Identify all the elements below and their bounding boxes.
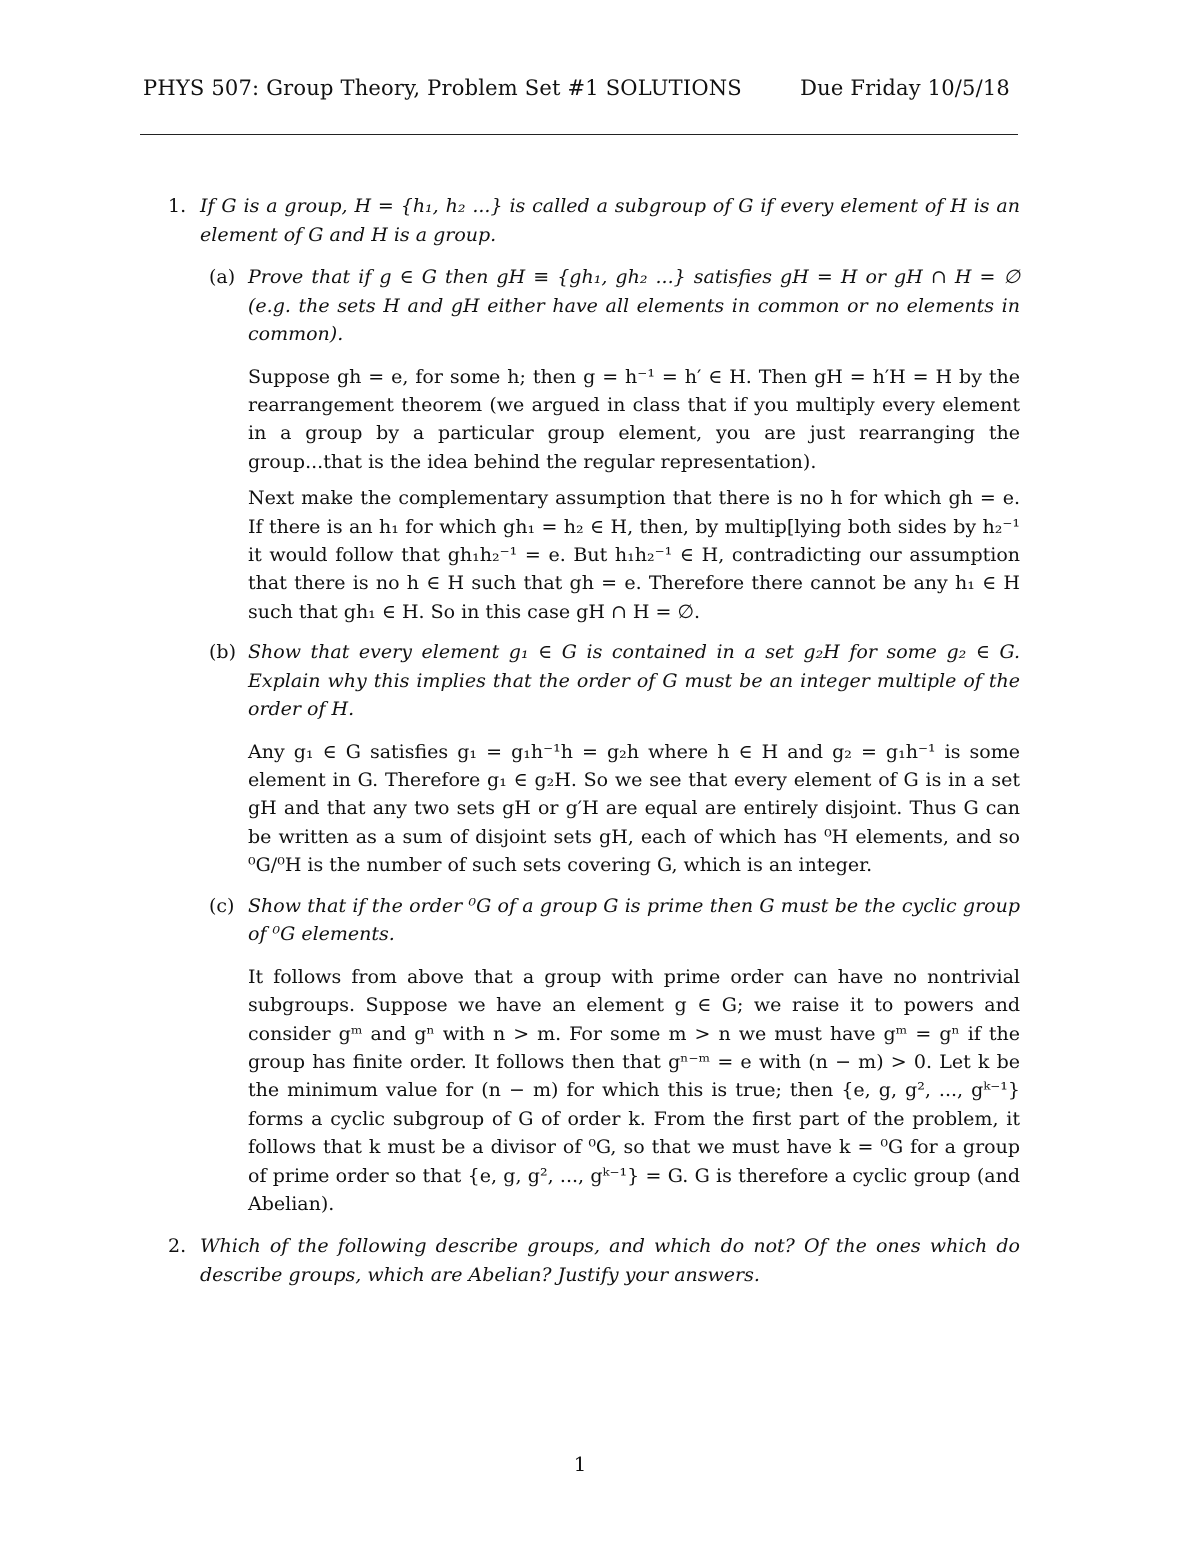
problem-1-part-b — [200, 638, 1020, 880]
part-label: (b) — [209, 641, 236, 664]
header-rule — [140, 134, 1018, 135]
solution-paragraph: Next make the complementary assumption that there is no h for which gh = e. If there is an h₁ for which gh₁ = h₂ ∈ H, then, by multip[lying both sides by h₂⁻¹ it would follow that gh₁h₂⁻¹ = e. But h₁h₂⁻¹ ∈ H, contradicting our assumption that there is no h ∈ H such that gh = e. Therefore there cannot be any h₁ ∈ H such that gh₁ ∈ H. So in this case gH ∩ H = ∅. — [248, 487, 1020, 623]
problem-2 — [140, 1232, 1020, 1289]
problem-statement: Which of the following describe groups, and which do not? Of the ones which do describe groups, which are Abelian? Justify your answers. — [200, 1235, 1020, 1286]
solution-paragraph: It follows from above that a group with prime order can have no nontrivial subgroups. Suppose we have an element g ∈ G; we raise it to powers and consider gᵐ and gⁿ with n > m. For some m > n we must have gᵐ = gⁿ if the group has finite order. It follows then that gⁿ⁻ᵐ = e with (n − m) > 0. Let k be the minimum value for (n − m) for which this is true; then {e, g, g², ..., gᵏ⁻¹} forms a cyclic subgroup of G of order k. From the first part of the problem, it follows that k must be a divisor of ⁰G, so that we must have k = ⁰G for a group of prime order so that {e, g, g², ..., gᵏ⁻¹} = G. G is therefore a cyclic group (and Abelian). — [248, 965, 1020, 1215]
document-title: PHYS 507: Group Theory, Problem Set #1 SOLUTIONS — [143, 76, 742, 100]
part-label: (c) — [209, 894, 235, 917]
problem-1 — [140, 192, 1020, 1218]
problem-list — [140, 192, 1020, 1303]
part-statement: Show that every element g₁ ∈ G is contained in a set g₂H for some g₂ ∈ G. Explain why this implies that the order of G must be an integer multiple of the order of H. — [248, 641, 1020, 721]
problem-1-part-a — [200, 263, 1020, 626]
part-statement: Prove that if g ∈ G then gH ≡ {gh₁, gh₂ ...} satisfies gH = H or gH ∩ H = ∅ (e.g. the sets H and gH either have all elements in common or no elements in common). — [248, 266, 1020, 345]
part-statement: Show that if the order ⁰G of a group G is prime then G must be the cyclic group of ⁰G elements. — [248, 894, 1020, 946]
problem-number: 1. — [168, 195, 187, 217]
problem-statement: If G is a group, H = {h₁, h₂ ...} is called a subgroup of G if every element of H is an element of G and H is a group. — [200, 195, 1020, 246]
part-label: (a) — [209, 266, 236, 288]
page-number: 1 — [573, 1452, 587, 1476]
solution-paragraph: Any g₁ ∈ G satisfies g₁ = g₁h⁻¹h = g₂h where h ∈ H and g₂ = g₁h⁻¹ is some element in G. Therefore g₁ ∈ g₂H. So we see that every element of G is in a set gH and that any two sets gH or g′H are equal are entirely disjoint. Thus G can be written as a sum of disjoint sets gH, each of which has ⁰H elements, and so ⁰G/⁰H is the number of such sets covering G, which is an integer. — [248, 740, 1020, 877]
solution-paragraph: Suppose gh = e, for some h; then g = h⁻¹ = h′ ∈ H. Then gH = h′H = H by the rearrangement theorem (we argued in class that if you multiply every element in a group by a particular group element, you are just rearranging the group...that is the idea behind the regular representation). — [248, 365, 1020, 473]
due-date: Due Friday 10/5/18 — [800, 76, 1010, 100]
problem-1-part-c — [200, 892, 1020, 1219]
problem-number: 2. — [168, 1235, 187, 1258]
